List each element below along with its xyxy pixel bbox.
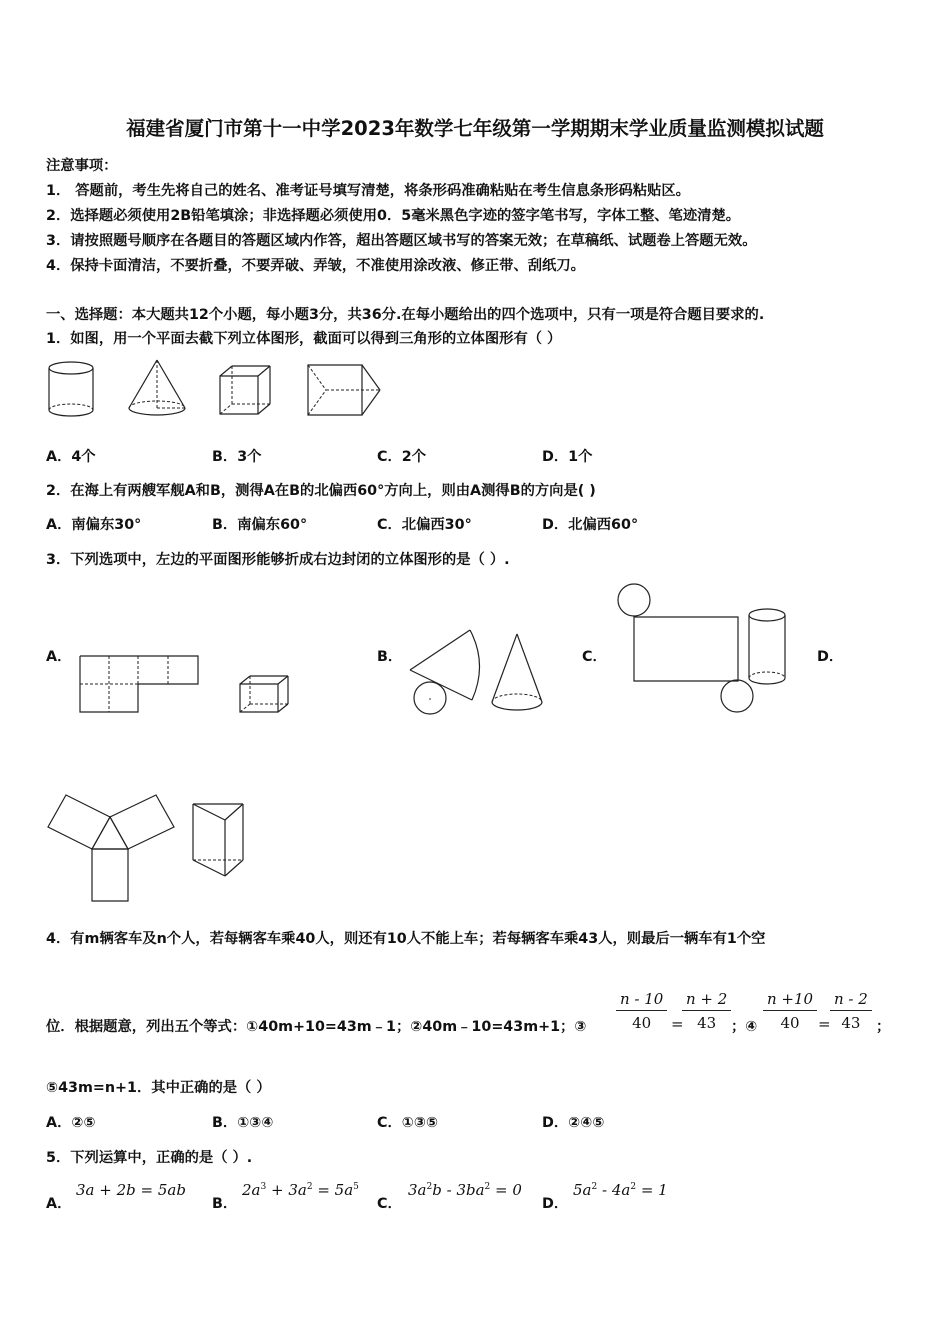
q4-sep4: ；④	[731, 1019, 758, 1035]
q5-label-a[interactable]: A．	[46, 1196, 72, 1212]
q3c-net-figure	[614, 582, 764, 716]
q5-expr-c-part1: 3a	[408, 1181, 427, 1199]
q5-expr-d-sup2: 2	[630, 1182, 637, 1192]
q3b-net-figure	[408, 628, 488, 720]
q4-option-a[interactable]: A．②⑤	[46, 1115, 96, 1131]
q5-expr-c	[408, 1181, 522, 1199]
page-title: 福建省厦门市第十一中学2023年数学七年级第一学期期末学业质量监测模拟试题	[126, 117, 824, 140]
q3-label-d[interactable]: D．	[817, 649, 844, 665]
notice-heading: 注意事项：	[46, 158, 118, 174]
q2-option-a[interactable]: A．南偏东30°	[46, 517, 142, 533]
q5-label-b[interactable]: B．	[212, 1196, 238, 1212]
q3-label-b[interactable]: B．	[377, 649, 403, 665]
notice-item-1: 1． 答题前，考生先将自己的姓名、准考证号填写清楚，将条形码准确粘贴在考生信息条形码粘贴区。	[46, 183, 690, 199]
q4-stem-line2: 位．根据题意，列出五个等式：①40m+10=43m﹣1；②40m﹣10=43m+1；③	[46, 1019, 587, 1035]
q1-stem: 1．如图，用一个平面去截下列立体图形，截面可以得到三角形的立体图形有（ ）	[46, 331, 562, 347]
q3d-net-figure	[46, 793, 190, 903]
q4-frac3-left-num: n - 10	[616, 990, 667, 1011]
q5-expr-c-part2: b - 3ba	[432, 1181, 485, 1199]
q5-expr-b-sup1: 3	[260, 1182, 267, 1192]
q5-expr-b-part1: 2a	[242, 1181, 261, 1199]
triangular-prism-figure	[306, 363, 386, 419]
q1-option-b[interactable]: B．3个	[212, 449, 262, 465]
q4-stem-line1: 4．有m辆客车及n个人，若每辆客车乘40人，则还有10人不能上车；若每辆客车乘43人，则最后一辆车有1个空	[46, 931, 766, 947]
q3a-cube-figure	[238, 674, 290, 714]
q5-expr-b	[242, 1181, 359, 1199]
q4-stem-line3: ⑤43m=n+1．其中正确的是（ ）	[46, 1080, 271, 1096]
q1-option-d[interactable]: D．1个	[542, 449, 593, 465]
q4-frac4-left-den: 40	[780, 1014, 800, 1032]
q5-expr-c-sup2: 2	[484, 1182, 491, 1192]
section-heading: 一、选择题：本大题共12个小题，每小题3分，共36分.在每小题给出的四个选项中，只有一项是符合题目要求的.	[46, 307, 765, 323]
q4-frac4-equals: =	[818, 1015, 831, 1033]
q5-expr-b-part3: = 5a	[312, 1181, 354, 1199]
q4-frac4-right	[830, 990, 872, 1032]
q5-expr-d	[573, 1181, 668, 1199]
q2-stem: 2．在海上有两艘军舰A和B，测得A在B的北偏西60°方向上，则由A测得B的方向是( )	[46, 483, 596, 499]
q4-end: ；	[876, 1019, 891, 1035]
q5-stem: 5．下列运算中，正确的是（ ）.	[46, 1150, 253, 1166]
q3d-prism-figure	[191, 800, 247, 880]
q3-label-a[interactable]: A．	[46, 649, 72, 665]
cube-figure	[218, 364, 272, 418]
q3c-cylinder-figure	[746, 606, 790, 690]
notice-item-2: 2．选择题必须使用2B铅笔填涂；非选择题必须使用0．5毫米黑色字迹的签字笔书写，字体工整、笔迹清楚。	[46, 208, 741, 224]
notice-item-3: 3．请按照题号顺序在各题目的答题区域内作答，超出答题区域书写的答案无效；在草稿纸、试题卷上答题无效。	[46, 233, 757, 249]
q5-expr-b-sup2: 2	[306, 1182, 313, 1192]
q4-frac3-left	[616, 990, 667, 1032]
q4-frac4-right-num: n - 2	[830, 990, 872, 1011]
q4-option-b[interactable]: B．①③④	[212, 1115, 274, 1131]
q1-option-a[interactable]: A．4个	[46, 449, 96, 465]
q2-option-b[interactable]: B．南偏东60°	[212, 517, 308, 533]
q4-frac4-left	[763, 990, 817, 1032]
q5-expr-d-sup1: 2	[591, 1182, 598, 1192]
q5-expr-d-part1: 5a	[573, 1181, 592, 1199]
q2-option-c[interactable]: C．北偏西30°	[377, 517, 472, 533]
q4-frac3-right-num: n + 2	[682, 990, 731, 1011]
q5-expr-b-sup3: 5	[353, 1182, 359, 1192]
q5-expr-d-part3: = 1	[636, 1181, 668, 1199]
q4-frac3-left-den: 40	[632, 1014, 652, 1032]
q4-frac3-right-den: 43	[697, 1014, 717, 1032]
q4-frac3-right	[682, 990, 731, 1032]
q5-label-d[interactable]: D．	[542, 1196, 569, 1212]
q5-expr-b-part2: + 3a	[266, 1181, 307, 1199]
q5-expr-d-part2: - 4a	[597, 1181, 631, 1199]
q4-frac4-left-num: n +10	[763, 990, 817, 1011]
notice-item-4: 4．保持卡面清洁，不要折叠，不要弄破、弄皱，不准使用涂改液、修正带、刮纸刀。	[46, 258, 585, 274]
q1-option-c[interactable]: C．2个	[377, 449, 427, 465]
cylinder-figure	[45, 360, 99, 420]
q3b-cone-figure	[488, 632, 548, 716]
q4-frac4-right-den: 43	[841, 1014, 861, 1032]
q3-stem: 3．下列选项中，左边的平面图形能够折成右边封闭的立体图形的是（ ）.	[46, 552, 510, 568]
q3-label-c[interactable]: C．	[582, 649, 607, 665]
q4-frac3-equals: =	[671, 1015, 684, 1033]
q5-expr-c-sup1: 2	[426, 1182, 433, 1192]
q4-option-c[interactable]: C．①③⑤	[377, 1115, 439, 1131]
q3a-net-figure	[80, 654, 200, 714]
q5-expr-a: 3a + 2b = 5ab	[76, 1181, 186, 1199]
q2-option-d[interactable]: D．北偏西60°	[542, 517, 639, 533]
cone-figure	[125, 358, 189, 420]
q4-option-d[interactable]: D．②④⑤	[542, 1115, 605, 1131]
q5-expr-c-part3: = 0	[490, 1181, 522, 1199]
q5-label-c[interactable]: C．	[377, 1196, 402, 1212]
